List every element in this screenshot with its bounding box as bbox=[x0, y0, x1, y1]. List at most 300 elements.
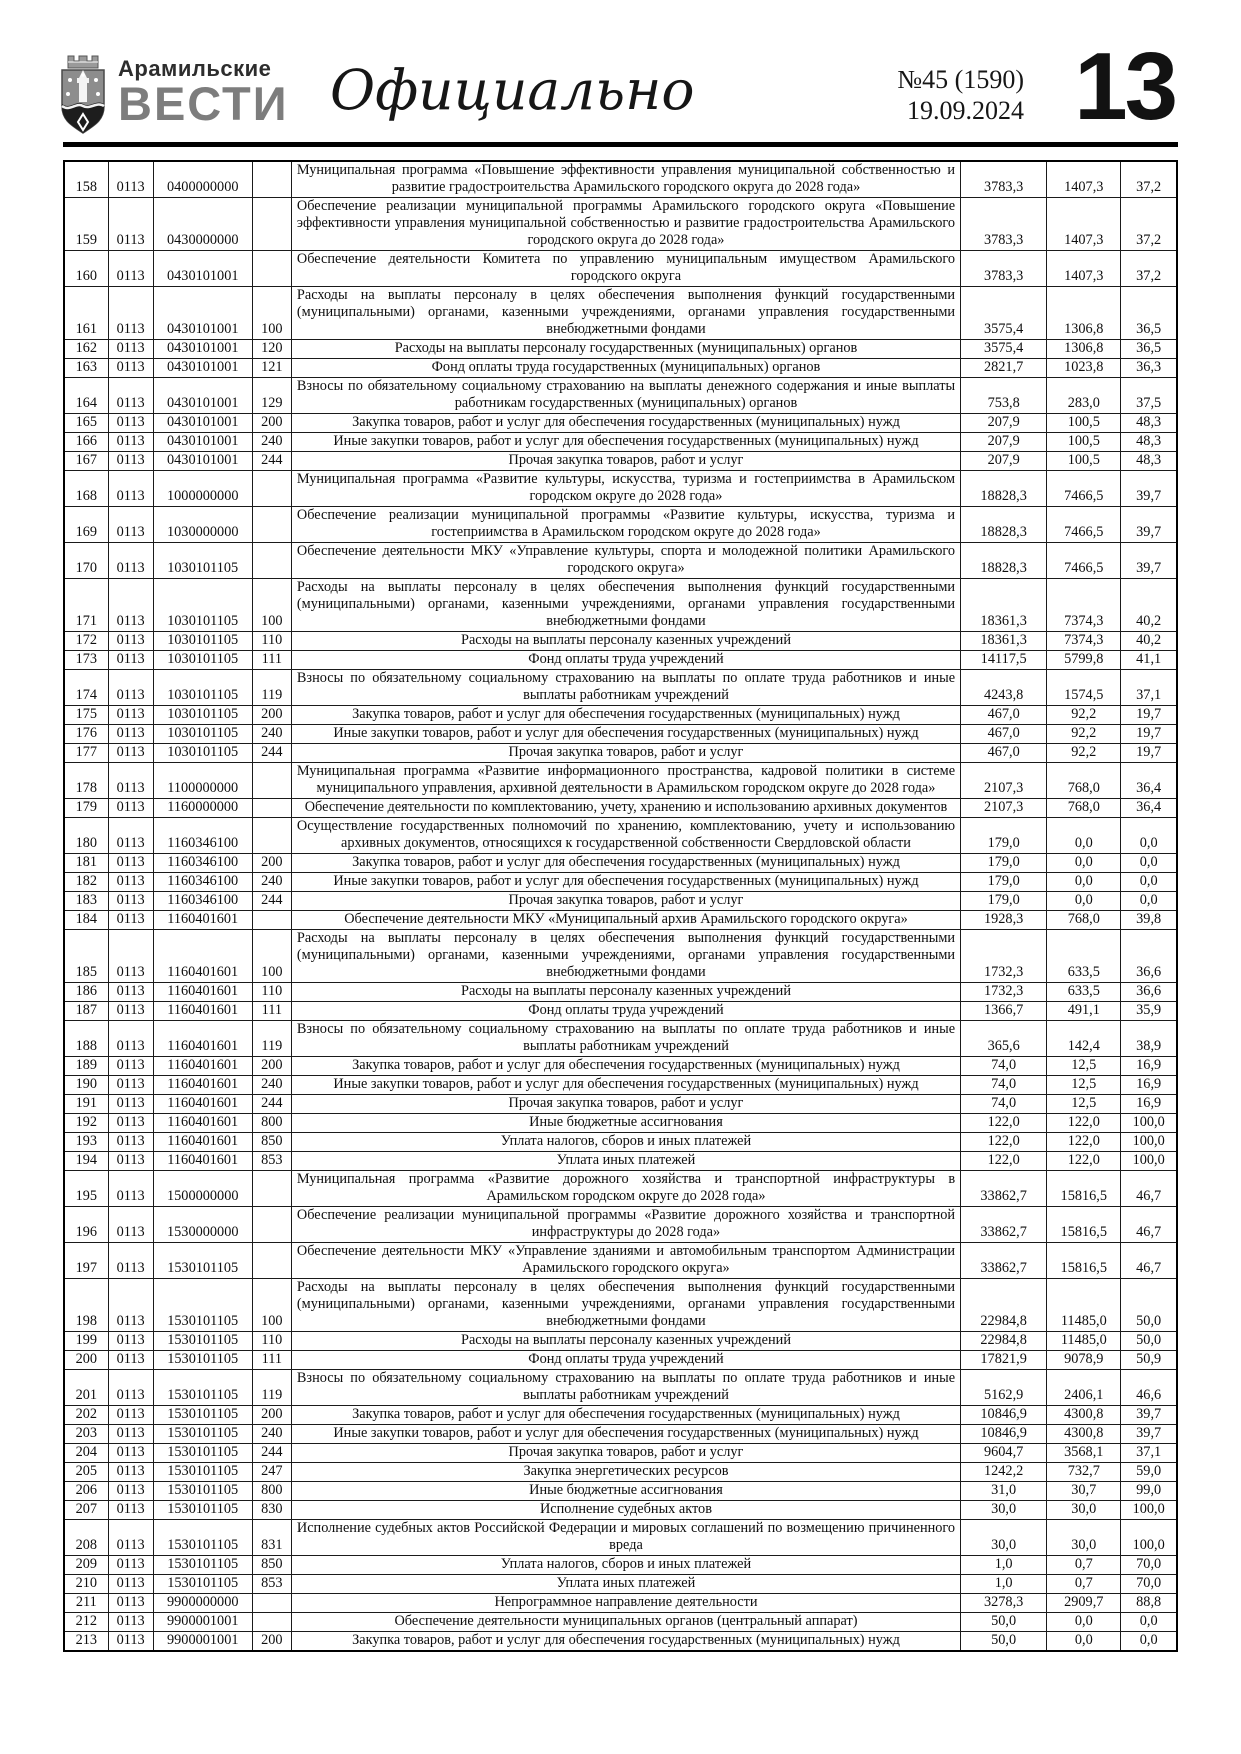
plan-amount: 2821,7 bbox=[961, 359, 1047, 378]
section-code: 0113 bbox=[108, 725, 153, 744]
table-row bbox=[64, 1207, 1177, 1243]
executed-amount: 92,2 bbox=[1047, 706, 1121, 725]
row-number: 173 bbox=[64, 651, 108, 670]
table-row bbox=[64, 983, 1177, 1002]
section-code: 0113 bbox=[108, 1613, 153, 1632]
executed-amount: 30,0 bbox=[1047, 1520, 1121, 1556]
page-number: 13 bbox=[1074, 33, 1175, 140]
executed-amount: 1407,3 bbox=[1047, 161, 1121, 198]
target-article-code: 1160000000 bbox=[153, 799, 252, 818]
executed-amount: 15816,5 bbox=[1047, 1243, 1121, 1279]
execution-percent: 46,7 bbox=[1121, 1243, 1177, 1279]
execution-percent: 39,7 bbox=[1121, 1406, 1177, 1425]
row-number: 162 bbox=[64, 340, 108, 359]
target-article-code: 1030101105 bbox=[153, 579, 252, 632]
row-number: 176 bbox=[64, 725, 108, 744]
table-row bbox=[64, 725, 1177, 744]
target-article-code: 1160401601 bbox=[153, 1021, 252, 1057]
issue-date: 19.09.2024 bbox=[907, 96, 1024, 125]
row-number: 175 bbox=[64, 706, 108, 725]
target-article-code: 1030101105 bbox=[153, 744, 252, 763]
execution-percent: 48,3 bbox=[1121, 433, 1177, 452]
table-row bbox=[64, 1501, 1177, 1520]
execution-percent: 36,4 bbox=[1121, 763, 1177, 799]
table-row bbox=[64, 1556, 1177, 1575]
expense-type-code bbox=[252, 543, 291, 579]
table-row bbox=[64, 1370, 1177, 1406]
target-article-code: 1100000000 bbox=[153, 763, 252, 799]
target-article-code: 1530101105 bbox=[153, 1556, 252, 1575]
plan-amount: 179,0 bbox=[961, 854, 1047, 873]
execution-percent: 19,7 bbox=[1121, 725, 1177, 744]
table-row bbox=[64, 1594, 1177, 1613]
execution-percent: 50,0 bbox=[1121, 1279, 1177, 1332]
execution-percent: 39,7 bbox=[1121, 471, 1177, 507]
table-row bbox=[64, 507, 1177, 543]
target-article-code: 1530101105 bbox=[153, 1463, 252, 1482]
row-number: 200 bbox=[64, 1351, 108, 1370]
section-code: 0113 bbox=[108, 1057, 153, 1076]
executed-amount: 0,7 bbox=[1047, 1575, 1121, 1594]
plan-amount: 1,0 bbox=[961, 1575, 1047, 1594]
executed-amount: 92,2 bbox=[1047, 744, 1121, 763]
plan-amount: 179,0 bbox=[961, 892, 1047, 911]
plan-amount: 1,0 bbox=[961, 1556, 1047, 1575]
executed-amount: 491,1 bbox=[1047, 1002, 1121, 1021]
row-number: 170 bbox=[64, 543, 108, 579]
expense-name: Расходы на выплаты персоналу казенных учреждений bbox=[291, 983, 960, 1002]
expense-name: Взносы по обязательному социальному страхованию на выплаты по оплате труда работников и иные выплаты работникам учреждений bbox=[291, 670, 960, 706]
executed-amount: 122,0 bbox=[1047, 1114, 1121, 1133]
execution-percent: 16,9 bbox=[1121, 1076, 1177, 1095]
section-code: 0113 bbox=[108, 1425, 153, 1444]
execution-percent: 0,0 bbox=[1121, 854, 1177, 873]
target-article-code: 1160401601 bbox=[153, 1133, 252, 1152]
execution-percent: 100,0 bbox=[1121, 1114, 1177, 1133]
executed-amount: 11485,0 bbox=[1047, 1332, 1121, 1351]
section-code: 0113 bbox=[108, 1351, 153, 1370]
plan-amount: 3783,3 bbox=[961, 161, 1047, 198]
execution-percent: 36,6 bbox=[1121, 930, 1177, 983]
target-article-code: 1160401601 bbox=[153, 983, 252, 1002]
row-number: 197 bbox=[64, 1243, 108, 1279]
expense-type-code bbox=[252, 507, 291, 543]
expense-type-code: 244 bbox=[252, 1095, 291, 1114]
plan-amount: 3575,4 bbox=[961, 287, 1047, 340]
table-row bbox=[64, 1243, 1177, 1279]
table-row bbox=[64, 1095, 1177, 1114]
expense-type-code: 111 bbox=[252, 651, 291, 670]
expense-type-code bbox=[252, 1613, 291, 1632]
execution-percent: 16,9 bbox=[1121, 1057, 1177, 1076]
coat-of-arms-icon bbox=[56, 52, 110, 141]
execution-percent: 37,2 bbox=[1121, 251, 1177, 287]
target-article-code: 1160401601 bbox=[153, 1057, 252, 1076]
expense-name: Взносы по обязательному социальному страхованию на выплаты по оплате труда работников и иные выплаты работникам учреждений bbox=[291, 1370, 960, 1406]
plan-amount: 2107,3 bbox=[961, 799, 1047, 818]
brand-name-bottom: ВЕСТИ bbox=[118, 77, 289, 130]
executed-amount: 2909,7 bbox=[1047, 1594, 1121, 1613]
expense-type-code bbox=[252, 198, 291, 251]
table-row bbox=[64, 161, 1177, 198]
row-number: 174 bbox=[64, 670, 108, 706]
executed-amount: 1306,8 bbox=[1047, 287, 1121, 340]
expense-type-code bbox=[252, 251, 291, 287]
executed-amount: 0,7 bbox=[1047, 1556, 1121, 1575]
section-code: 0113 bbox=[108, 471, 153, 507]
row-number: 194 bbox=[64, 1152, 108, 1171]
execution-percent: 0,0 bbox=[1121, 873, 1177, 892]
execution-percent: 37,1 bbox=[1121, 670, 1177, 706]
row-number: 198 bbox=[64, 1279, 108, 1332]
row-number: 207 bbox=[64, 1501, 108, 1520]
expense-name: Фонд оплаты труда государственных (муниципальных) органов bbox=[291, 359, 960, 378]
target-article-code: 1160346100 bbox=[153, 892, 252, 911]
expense-type-code: 240 bbox=[252, 725, 291, 744]
budget-table-body bbox=[64, 161, 1177, 1651]
section-title: Официально bbox=[330, 58, 695, 122]
table-row bbox=[64, 1463, 1177, 1482]
target-article-code: 0400000000 bbox=[153, 161, 252, 198]
table-row bbox=[64, 911, 1177, 930]
section-code: 0113 bbox=[108, 1501, 153, 1520]
table-row bbox=[64, 1171, 1177, 1207]
section-code: 0113 bbox=[108, 1171, 153, 1207]
plan-amount: 33862,7 bbox=[961, 1243, 1047, 1279]
row-number: 182 bbox=[64, 873, 108, 892]
target-article-code: 1530101105 bbox=[153, 1332, 252, 1351]
section-code: 0113 bbox=[108, 1463, 153, 1482]
table-row bbox=[64, 543, 1177, 579]
execution-percent: 0,0 bbox=[1121, 818, 1177, 854]
expense-type-code: 240 bbox=[252, 873, 291, 892]
section-code: 0113 bbox=[108, 1520, 153, 1556]
section-code: 0113 bbox=[108, 651, 153, 670]
target-article-code: 1160346100 bbox=[153, 854, 252, 873]
target-article-code: 1530101105 bbox=[153, 1243, 252, 1279]
row-number: 209 bbox=[64, 1556, 108, 1575]
section-code: 0113 bbox=[108, 1076, 153, 1095]
row-number: 208 bbox=[64, 1520, 108, 1556]
expense-type-code: 200 bbox=[252, 854, 291, 873]
row-number: 199 bbox=[64, 1332, 108, 1351]
brand-name-top: Арамильские bbox=[118, 56, 272, 81]
row-number: 178 bbox=[64, 763, 108, 799]
executed-amount: 92,2 bbox=[1047, 725, 1121, 744]
target-article-code: 1530101105 bbox=[153, 1370, 252, 1406]
section-code: 0113 bbox=[108, 763, 153, 799]
section-code: 0113 bbox=[108, 1133, 153, 1152]
expense-type-code: 100 bbox=[252, 287, 291, 340]
executed-amount: 30,0 bbox=[1047, 1501, 1121, 1520]
executed-amount: 7466,5 bbox=[1047, 471, 1121, 507]
target-article-code: 0430101001 bbox=[153, 359, 252, 378]
section-code: 0113 bbox=[108, 452, 153, 471]
plan-amount: 5162,9 bbox=[961, 1370, 1047, 1406]
target-article-code: 1530101105 bbox=[153, 1351, 252, 1370]
expense-name: Обеспечение деятельности Комитета по управлению муниципальным имуществом Арамильского городского округа bbox=[291, 251, 960, 287]
table-row bbox=[64, 1351, 1177, 1370]
row-number: 188 bbox=[64, 1021, 108, 1057]
expense-type-code: 244 bbox=[252, 1444, 291, 1463]
expense-type-code: 110 bbox=[252, 983, 291, 1002]
expense-name: Обеспечение реализации муниципальной программы «Развитие культуры, искусства, туризма и гостеприимства в Арамильском городском округе до 2028 года» bbox=[291, 507, 960, 543]
plan-amount: 74,0 bbox=[961, 1076, 1047, 1095]
plan-amount: 122,0 bbox=[961, 1114, 1047, 1133]
expense-name: Расходы на выплаты персоналу казенных учреждений bbox=[291, 1332, 960, 1351]
expense-name: Закупка товаров, работ и услуг для обеспечения государственных (муниципальных) нужд bbox=[291, 1632, 960, 1652]
execution-percent: 35,9 bbox=[1121, 1002, 1177, 1021]
executed-amount: 7466,5 bbox=[1047, 507, 1121, 543]
row-number: 177 bbox=[64, 744, 108, 763]
table-row bbox=[64, 799, 1177, 818]
row-number: 210 bbox=[64, 1575, 108, 1594]
row-number: 203 bbox=[64, 1425, 108, 1444]
execution-percent: 37,2 bbox=[1121, 198, 1177, 251]
table-row bbox=[64, 1444, 1177, 1463]
section-code: 0113 bbox=[108, 378, 153, 414]
row-number: 196 bbox=[64, 1207, 108, 1243]
execution-percent: 100,0 bbox=[1121, 1520, 1177, 1556]
target-article-code: 1500000000 bbox=[153, 1171, 252, 1207]
expense-type-code: 110 bbox=[252, 632, 291, 651]
execution-percent: 46,7 bbox=[1121, 1171, 1177, 1207]
table-row bbox=[64, 471, 1177, 507]
executed-amount: 4300,8 bbox=[1047, 1406, 1121, 1425]
plan-amount: 50,0 bbox=[961, 1613, 1047, 1632]
section-code: 0113 bbox=[108, 198, 153, 251]
section-code: 0113 bbox=[108, 1370, 153, 1406]
section-code: 0113 bbox=[108, 1444, 153, 1463]
executed-amount: 12,5 bbox=[1047, 1076, 1121, 1095]
expense-type-code bbox=[252, 1243, 291, 1279]
executed-amount: 15816,5 bbox=[1047, 1171, 1121, 1207]
section-code: 0113 bbox=[108, 507, 153, 543]
expense-type-code: 111 bbox=[252, 1351, 291, 1370]
execution-percent: 40,2 bbox=[1121, 579, 1177, 632]
expense-type-code: 800 bbox=[252, 1114, 291, 1133]
executed-amount: 0,0 bbox=[1047, 892, 1121, 911]
section-code: 0113 bbox=[108, 1279, 153, 1332]
row-number: 163 bbox=[64, 359, 108, 378]
executed-amount: 0,0 bbox=[1047, 873, 1121, 892]
plan-amount: 14117,5 bbox=[961, 651, 1047, 670]
plan-amount: 2107,3 bbox=[961, 763, 1047, 799]
row-number: 192 bbox=[64, 1114, 108, 1133]
plan-amount: 33862,7 bbox=[961, 1171, 1047, 1207]
plan-amount: 467,0 bbox=[961, 744, 1047, 763]
expense-name: Прочая закупка товаров, работ и услуг bbox=[291, 1095, 960, 1114]
executed-amount: 122,0 bbox=[1047, 1133, 1121, 1152]
table-row bbox=[64, 1613, 1177, 1632]
executed-amount: 7466,5 bbox=[1047, 543, 1121, 579]
execution-percent: 100,0 bbox=[1121, 1133, 1177, 1152]
section-code: 0113 bbox=[108, 799, 153, 818]
section-code: 0113 bbox=[108, 161, 153, 198]
table-row bbox=[64, 340, 1177, 359]
expense-name: Фонд оплаты труда учреждений bbox=[291, 651, 960, 670]
plan-amount: 467,0 bbox=[961, 706, 1047, 725]
section-code: 0113 bbox=[108, 1114, 153, 1133]
newspaper-brand bbox=[118, 56, 289, 130]
plan-amount: 1928,3 bbox=[961, 911, 1047, 930]
expense-name: Расходы на выплаты персоналу в целях обеспечения выполнения функций государственными (муниципальными) органами, казенными учреждениями, органами управления государственными внебюджетными фондами bbox=[291, 1279, 960, 1332]
section-code: 0113 bbox=[108, 1556, 153, 1575]
execution-percent: 39,7 bbox=[1121, 1425, 1177, 1444]
section-code: 0113 bbox=[108, 670, 153, 706]
table-row bbox=[64, 1002, 1177, 1021]
executed-amount: 732,7 bbox=[1047, 1463, 1121, 1482]
target-article-code: 1030101105 bbox=[153, 651, 252, 670]
section-code: 0113 bbox=[108, 414, 153, 433]
executed-amount: 0,0 bbox=[1047, 854, 1121, 873]
executed-amount: 1407,3 bbox=[1047, 251, 1121, 287]
table-row bbox=[64, 579, 1177, 632]
expense-type-code: 240 bbox=[252, 1076, 291, 1095]
execution-percent: 37,2 bbox=[1121, 161, 1177, 198]
expense-name: Расходы на выплаты персоналу в целях обеспечения выполнения функций государственными (муниципальными) органами, казенными учреждениями, органами управления государственными внебюджетными фондами bbox=[291, 930, 960, 983]
section-code: 0113 bbox=[108, 287, 153, 340]
row-number: 212 bbox=[64, 1613, 108, 1632]
row-number: 213 bbox=[64, 1632, 108, 1652]
row-number: 181 bbox=[64, 854, 108, 873]
plan-amount: 122,0 bbox=[961, 1152, 1047, 1171]
plan-amount: 18828,3 bbox=[961, 471, 1047, 507]
target-article-code: 1530101105 bbox=[153, 1444, 252, 1463]
plan-amount: 10846,9 bbox=[961, 1425, 1047, 1444]
execution-percent: 36,5 bbox=[1121, 287, 1177, 340]
expense-type-code: 120 bbox=[252, 340, 291, 359]
executed-amount: 633,5 bbox=[1047, 983, 1121, 1002]
section-code: 0113 bbox=[108, 1406, 153, 1425]
expense-name: Исполнение судебных актов Российской Федерации и мировых соглашений по возмещению причиненного вреда bbox=[291, 1520, 960, 1556]
expense-name: Обеспечение деятельности МКУ «Управление культуры, спорта и молодежной политики Арамильского городского округа» bbox=[291, 543, 960, 579]
plan-amount: 1732,3 bbox=[961, 930, 1047, 983]
target-article-code: 0430101001 bbox=[153, 414, 252, 433]
target-article-code: 9900001001 bbox=[153, 1613, 252, 1632]
row-number: 158 bbox=[64, 161, 108, 198]
target-article-code: 1160346100 bbox=[153, 873, 252, 892]
expense-name: Обеспечение деятельности МКУ «Муниципальный архив Арамильского городского округа» bbox=[291, 911, 960, 930]
expense-name: Осуществление государственных полномочий по хранению, комплектованию, учету и использованию архивных документов, относящихся к государственной собственности Свердловской области bbox=[291, 818, 960, 854]
row-number: 164 bbox=[64, 378, 108, 414]
expense-type-code: 100 bbox=[252, 930, 291, 983]
target-article-code: 1160346100 bbox=[153, 818, 252, 854]
table-row bbox=[64, 1632, 1177, 1652]
table-row bbox=[64, 414, 1177, 433]
expense-name: Иные бюджетные ассигнования bbox=[291, 1114, 960, 1133]
plan-amount: 10846,9 bbox=[961, 1406, 1047, 1425]
target-article-code: 0430101001 bbox=[153, 378, 252, 414]
target-article-code: 0430101001 bbox=[153, 433, 252, 452]
target-article-code: 1000000000 bbox=[153, 471, 252, 507]
execution-percent: 37,1 bbox=[1121, 1444, 1177, 1463]
table-row bbox=[64, 1076, 1177, 1095]
expense-type-code: 200 bbox=[252, 706, 291, 725]
executed-amount: 7374,3 bbox=[1047, 632, 1121, 651]
plan-amount: 9604,7 bbox=[961, 1444, 1047, 1463]
expense-name: Закупка товаров, работ и услуг для обеспечения государственных (муниципальных) нужд bbox=[291, 854, 960, 873]
expense-name: Прочая закупка товаров, работ и услуг bbox=[291, 744, 960, 763]
expense-name: Фонд оплаты труда учреждений bbox=[291, 1002, 960, 1021]
execution-percent: 70,0 bbox=[1121, 1575, 1177, 1594]
section-code: 0113 bbox=[108, 1243, 153, 1279]
executed-amount: 12,5 bbox=[1047, 1057, 1121, 1076]
section-code: 0113 bbox=[108, 911, 153, 930]
executed-amount: 100,5 bbox=[1047, 414, 1121, 433]
table-row bbox=[64, 287, 1177, 340]
table-row bbox=[64, 930, 1177, 983]
target-article-code: 1530101105 bbox=[153, 1425, 252, 1444]
expense-type-code bbox=[252, 911, 291, 930]
target-article-code: 1160401601 bbox=[153, 1152, 252, 1171]
target-article-code: 1160401601 bbox=[153, 1076, 252, 1095]
section-code: 0113 bbox=[108, 930, 153, 983]
row-number: 191 bbox=[64, 1095, 108, 1114]
expense-name: Закупка товаров, работ и услуг для обеспечения государственных (муниципальных) нужд bbox=[291, 1057, 960, 1076]
expense-type-code bbox=[252, 1171, 291, 1207]
section-code: 0113 bbox=[108, 1632, 153, 1652]
row-number: 204 bbox=[64, 1444, 108, 1463]
target-article-code: 1160401601 bbox=[153, 1095, 252, 1114]
executed-amount: 142,4 bbox=[1047, 1021, 1121, 1057]
executed-amount: 768,0 bbox=[1047, 911, 1121, 930]
expense-name: Взносы по обязательному социальному страхованию на выплаты по оплате труда работников и иные выплаты работникам учреждений bbox=[291, 1021, 960, 1057]
table-row bbox=[64, 892, 1177, 911]
expense-type-code bbox=[252, 471, 291, 507]
table-row bbox=[64, 1482, 1177, 1501]
plan-amount: 31,0 bbox=[961, 1482, 1047, 1501]
row-number: 205 bbox=[64, 1463, 108, 1482]
table-row bbox=[64, 854, 1177, 873]
row-number: 161 bbox=[64, 287, 108, 340]
expense-name: Муниципальная программа «Повышение эффективности управления муниципальной собственностью и развитие градостроительства Арамильского городского округа до 2028 года» bbox=[291, 161, 960, 198]
expense-name: Обеспечение деятельности муниципальных органов (центральный аппарат) bbox=[291, 1613, 960, 1632]
target-article-code: 1030101105 bbox=[153, 632, 252, 651]
target-article-code: 1030000000 bbox=[153, 507, 252, 543]
execution-percent: 36,5 bbox=[1121, 340, 1177, 359]
row-number: 179 bbox=[64, 799, 108, 818]
expense-type-code: 244 bbox=[252, 452, 291, 471]
plan-amount: 179,0 bbox=[961, 818, 1047, 854]
target-article-code: 1530101105 bbox=[153, 1279, 252, 1332]
plan-amount: 3783,3 bbox=[961, 198, 1047, 251]
target-article-code: 1530000000 bbox=[153, 1207, 252, 1243]
expense-name: Закупка товаров, работ и услуг для обеспечения государственных (муниципальных) нужд bbox=[291, 1406, 960, 1425]
execution-percent: 88,8 bbox=[1121, 1594, 1177, 1613]
execution-percent: 100,0 bbox=[1121, 1152, 1177, 1171]
expense-name: Прочая закупка товаров, работ и услуг bbox=[291, 452, 960, 471]
table-row bbox=[64, 452, 1177, 471]
row-number: 183 bbox=[64, 892, 108, 911]
table-row bbox=[64, 1114, 1177, 1133]
row-number: 185 bbox=[64, 930, 108, 983]
execution-percent: 19,7 bbox=[1121, 706, 1177, 725]
plan-amount: 4243,8 bbox=[961, 670, 1047, 706]
section-code: 0113 bbox=[108, 543, 153, 579]
executed-amount: 283,0 bbox=[1047, 378, 1121, 414]
section-code: 0113 bbox=[108, 1332, 153, 1351]
expense-name: Взносы по обязательному социальному страхованию на выплаты денежного содержания и иные выплаты работникам государственных (муниципальных) органов bbox=[291, 378, 960, 414]
expense-type-code: 111 bbox=[252, 1002, 291, 1021]
table-row bbox=[64, 1575, 1177, 1594]
target-article-code: 1530101105 bbox=[153, 1520, 252, 1556]
executed-amount: 11485,0 bbox=[1047, 1279, 1121, 1332]
table-row bbox=[64, 744, 1177, 763]
expense-name: Обеспечение реализации муниципальной программы «Развитие дорожного хозяйства и транспортной инфраструктуры до 2028 года» bbox=[291, 1207, 960, 1243]
expense-name: Закупка энергетических ресурсов bbox=[291, 1463, 960, 1482]
header-divider bbox=[63, 142, 1178, 147]
